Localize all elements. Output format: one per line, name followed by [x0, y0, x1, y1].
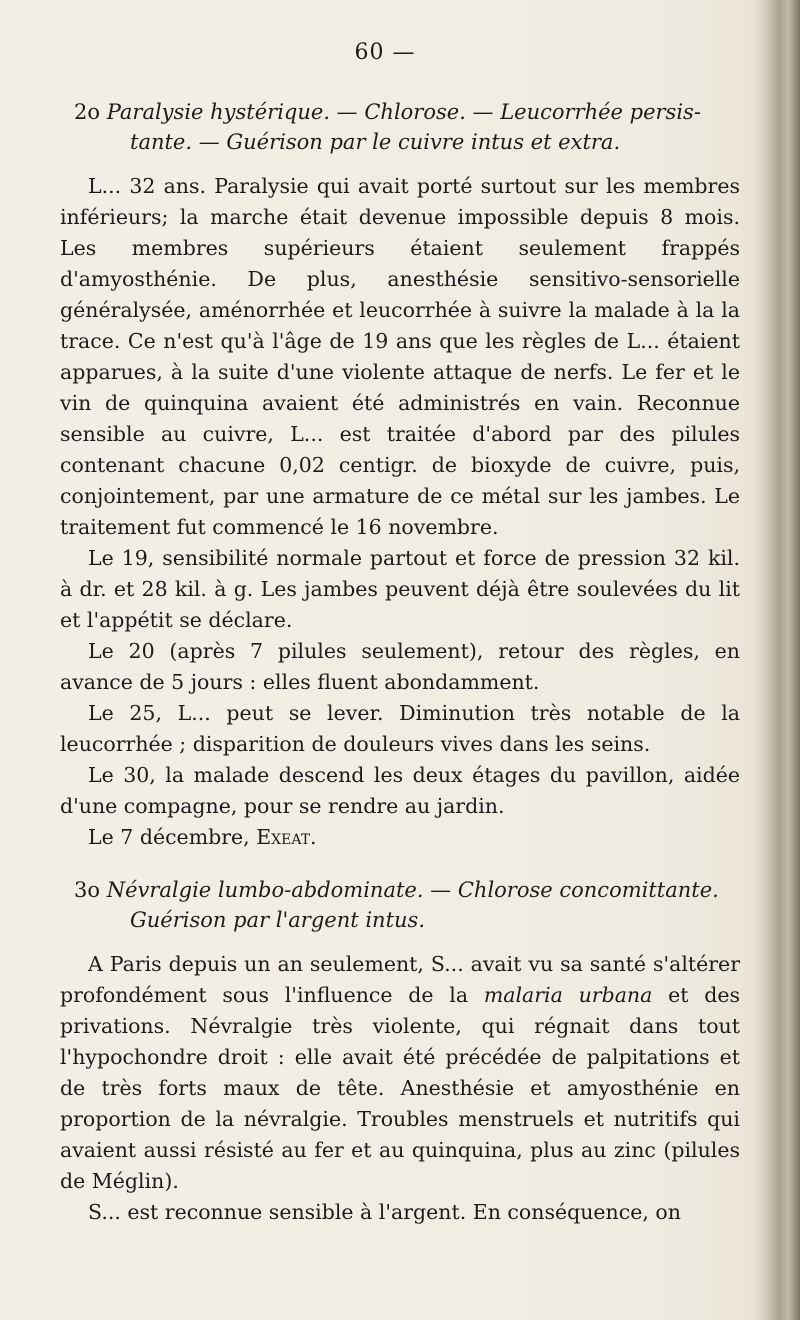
case-2-paragraph-4: Le 25, L... peut se lever. Diminution très notable de la leucorrhée ; disparition de douleurs vives dans les seins. [60, 701, 740, 756]
case-2-exeat-date: Le 7 décembre, [88, 825, 257, 849]
case-2-paragraph-5: Le 30, la malade descend les deux étages du pavillon, aidée d'une compagne, pour se rendre au jardin. [60, 763, 740, 818]
case-3-paragraph-1-start: A Paris depuis un an seulement, S... avait vu sa santé s'altérer profondément sous l'influence de la [60, 952, 740, 1007]
case-3-number: 3o [74, 878, 101, 902]
case-2-heading [60, 97, 740, 157]
case-2-heading-line1: Paralysie hystérique. — Chlorose. — Leucorrhée persis- [106, 100, 701, 124]
case-section-3 [60, 875, 740, 1228]
case-2-number: 2o [74, 100, 101, 124]
case-3-paragraph-1-end: et des privations. Névralgie très violente, qui régnait dans tout l'hypochondre droit : elle avait été précédée de palpitations et de très forts maux de tête. Anesthésie et amyosthénie en proportion de la névralgie. Troubles menstruels et nutritifs qui avaient aussi résisté au fer et au quinquina, plus au zinc (pilules de Méglin). [60, 983, 741, 1193]
case-3-heading-line1: Névralgie lumbo-abdominate. — Chlorose concomittante. [106, 878, 719, 902]
page-number: 60 — [354, 40, 416, 65]
case-3-paragraph-2: S... est reconnue sensible à l'argent. En conséquence, on [88, 1200, 681, 1224]
case-3-paragraph-1 [60, 949, 740, 1197]
case-3-heading [60, 875, 740, 935]
case-2-paragraph-1: L... 32 ans. Paralysie qui avait porté surtout sur les membres inférieurs; la marche était devenue impossible depuis 8 mois. Les membres supérieurs étaient seulement frappés d'amyosthénie. De plus, anesthésie sensitivo-sensorielle généralysée, aménorrhée et leucorrhée à suivre la malade à la la trace. Ce n'est qu'à l'âge de 19 ans que les règles de L... étaient apparues, à la suite d'une violente attaque de nerfs. Le fer et le vin de quinquina avaient été administrés en vain. Reconnue sensible au cuivre, L... est traitée d'abord par des pilules contenant chacune 0,02 centigr. de bioxyde de cuivre, puis, conjointement, par une armature de ce métal sur les jambes. Le traitement fut commencé le 16 novembre. [60, 174, 740, 539]
case-2-exeat-label: Exeat. [256, 825, 317, 849]
case-2-heading-line2: tante. — Guérison par le cuivre intus et extra. [130, 130, 621, 154]
case-2-paragraph-2: Le 19, sensibilité normale partout et force de pression 32 kil. à dr. et 28 kil. à g. Les jambes peuvent déjà être soulevées du lit et l'appétit se déclare. [60, 546, 740, 632]
case-3-heading-line2: Guérison par l'argent intus. [130, 908, 425, 932]
page-content [60, 40, 740, 1242]
case-3-malaria-urbana: malaria urbana [483, 983, 653, 1007]
case-section-2 [60, 97, 740, 853]
page-edge-shadow [754, 0, 800, 1320]
case-2-paragraph-3: Le 20 (après 7 pilules seulement), retour des règles, en avance de 5 jours : elles fluent abondamment. [60, 639, 740, 694]
case-2-paragraph-6 [60, 822, 740, 853]
